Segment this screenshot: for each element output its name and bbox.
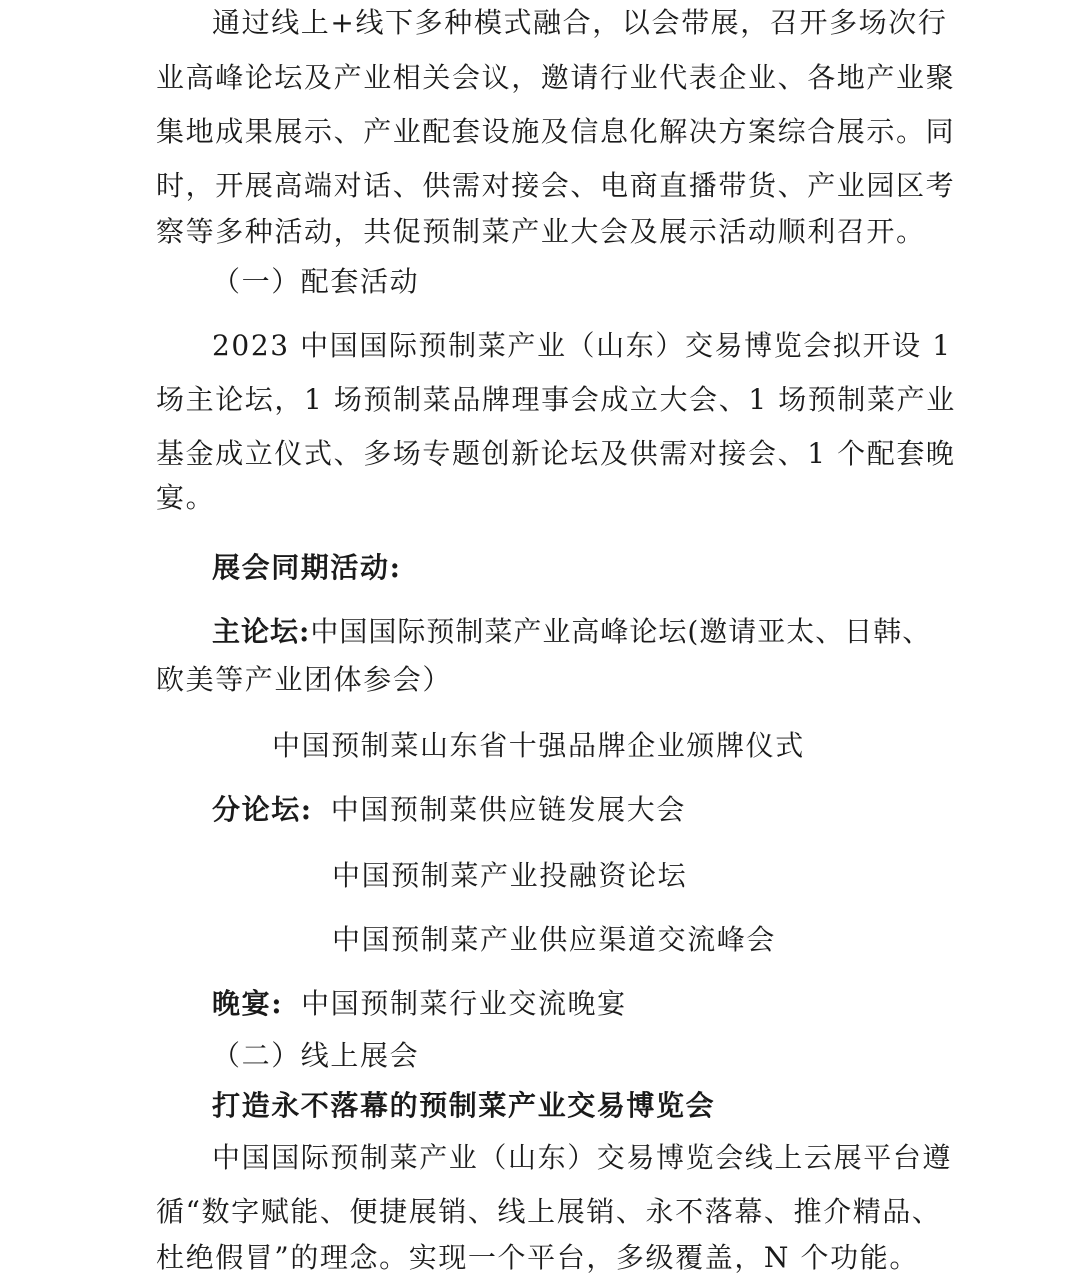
intro-line-2: 业高峰论坛及产业相关会议，邀请行业代表企业、各地产业聚 (156, 61, 956, 94)
banquet-line (212, 984, 1080, 1024)
sub-forum-label: 分论坛: (212, 793, 313, 826)
intro-line-4: 时，开展高端对话、供需对接会、电商直播带货、产业园区考 (156, 169, 956, 202)
banquet-label: 晚宴: (212, 987, 284, 1020)
award-ceremony: 中国预制菜山东省十强品牌企业颁牌仪式 (272, 729, 805, 762)
section1-line-3: 基金成立仪式、多场专题创新论坛及供需对接会、1 个配套晚 (156, 437, 956, 470)
section1-heading: （一）配套活动 (212, 265, 420, 298)
section2-line-3: 杜绝假冒”的理念。实现一个平台，多级覆盖，N 个功能。 (156, 1241, 919, 1274)
section2-line-2: 循“数字赋能、便捷展销、线上展销、永不落幕、推介精品、 (156, 1195, 942, 1228)
section2-heading: （二）线上展会 (212, 1039, 420, 1072)
main-forum-text: 中国国际预制菜产业高峰论坛(邀请亚太、日韩、 (310, 615, 932, 648)
section1-line-1: 2023 中国国际预制菜产业（山东）交易博览会拟开设 1 (212, 329, 952, 362)
concurrent-events-heading: 展会同期活动: (212, 551, 402, 584)
intro-line-1: 通过线上+线下多种模式融合，以会带展，召开多场次行 (212, 6, 948, 39)
main-forum-line-2: 欧美等产业团体参会） (156, 663, 453, 696)
sub-forum-line (212, 790, 1080, 830)
sub-forum-item-2: 中国预制菜产业投融资论坛 (332, 859, 688, 892)
section1-line-2: 场主论坛，1 场预制菜品牌理事会成立大会、1 场预制菜产业 (156, 383, 956, 416)
sub-forum-item-1: 中国预制菜供应链发展大会 (330, 793, 686, 826)
section2-subheading: 打造永不落幕的预制菜产业交易博览会 (212, 1089, 716, 1122)
section1-line-4: 宴。 (156, 481, 216, 514)
sub-forum-item-3: 中国预制菜产业供应渠道交流峰会 (332, 923, 777, 956)
banquet-text: 中国预制菜行业交流晚宴 (301, 987, 627, 1020)
intro-line-3: 集地成果展示、产业配套设施及信息化解决方案综合展示。同 (156, 115, 956, 148)
intro-line-5: 察等多种活动，共促预制菜产业大会及展示活动顺利召开。 (156, 215, 926, 248)
main-forum-line (212, 612, 932, 652)
section2-line-1: 中国国际预制菜产业（山东）交易博览会线上云展平台遵 (212, 1141, 953, 1174)
main-forum-label: 主论坛: (212, 615, 311, 648)
